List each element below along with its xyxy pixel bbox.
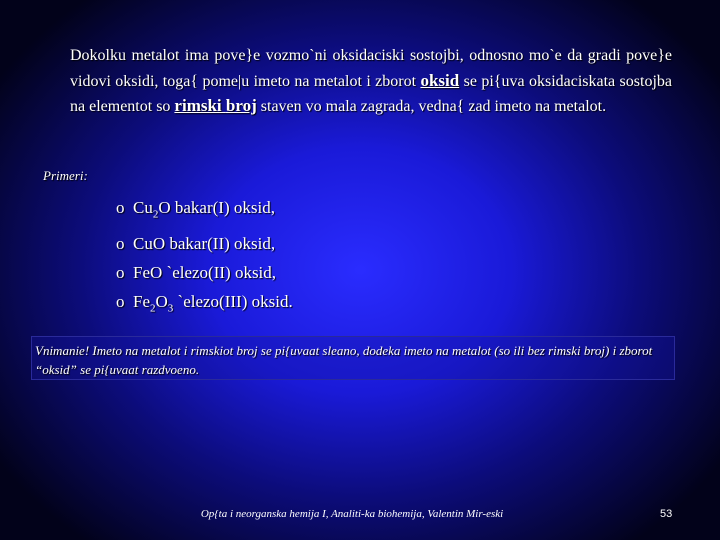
formula-part: Cu xyxy=(133,198,153,217)
footer-text: Op{ta i neorganska hemija I, Analiti-ka biohemija, Valentin Mir-eski xyxy=(200,508,504,520)
compound-name: bakar(II) oksid, xyxy=(165,234,276,254)
formula-part: Fe xyxy=(133,292,150,312)
intro-text-1: Dokolku metalot ima pove}e vozmo`ni oksidaciski sostojbi, odnosno mo`e da gradi pove}e vidovi oksidi, toga{ pome|u imeto na metalot i zborot xyxy=(70,47,672,90)
list-item xyxy=(116,258,293,287)
intro-paragraph xyxy=(70,44,672,120)
intro-text-2: se pi{uva oksidaciskata sostojba na elementot so xyxy=(70,72,673,115)
note-box: Vnimanie! Imeto na metalot i rimskiot broj se pi{uvaat sleano, dodeka imeto na metalot (so ili bez rimski broj) i zborot “oksid” se pi{uvaat razdvoeno. xyxy=(31,336,675,380)
formula-subscript: 3 xyxy=(167,302,174,315)
keyword-broj: broj xyxy=(225,96,257,115)
compound-name: `elezo(III) oksid. xyxy=(173,292,293,312)
formula-subscript: 2 xyxy=(150,302,156,315)
bullet-icon: o xyxy=(116,198,125,217)
bullet-icon: o xyxy=(116,292,125,312)
examples-label: Primeri: xyxy=(43,168,88,183)
compound-name: `elezo(II) oksid, xyxy=(162,263,277,283)
list-item xyxy=(116,193,293,229)
examples-list xyxy=(116,193,293,324)
formula-part: O xyxy=(155,292,168,312)
bullet-icon: o xyxy=(116,263,125,283)
list-item xyxy=(116,229,293,258)
keyword-rimski: rimski xyxy=(174,96,226,115)
intro-text-3: staven vo mala zagrada, vedna{ zad imeto na metalot. xyxy=(256,98,607,115)
formula xyxy=(133,287,173,323)
list-item xyxy=(116,287,293,323)
compound-name: bakar(I) oksid, xyxy=(170,198,275,217)
keyword-oksid: oksid xyxy=(420,70,460,90)
bullet-icon: o xyxy=(116,234,125,254)
formula: CuO xyxy=(133,234,166,254)
formula xyxy=(133,193,171,229)
formula-part: O xyxy=(158,198,171,217)
page-number: 53 xyxy=(660,508,673,520)
formula: FeO xyxy=(133,263,163,283)
formula-subscript: 2 xyxy=(152,208,159,221)
